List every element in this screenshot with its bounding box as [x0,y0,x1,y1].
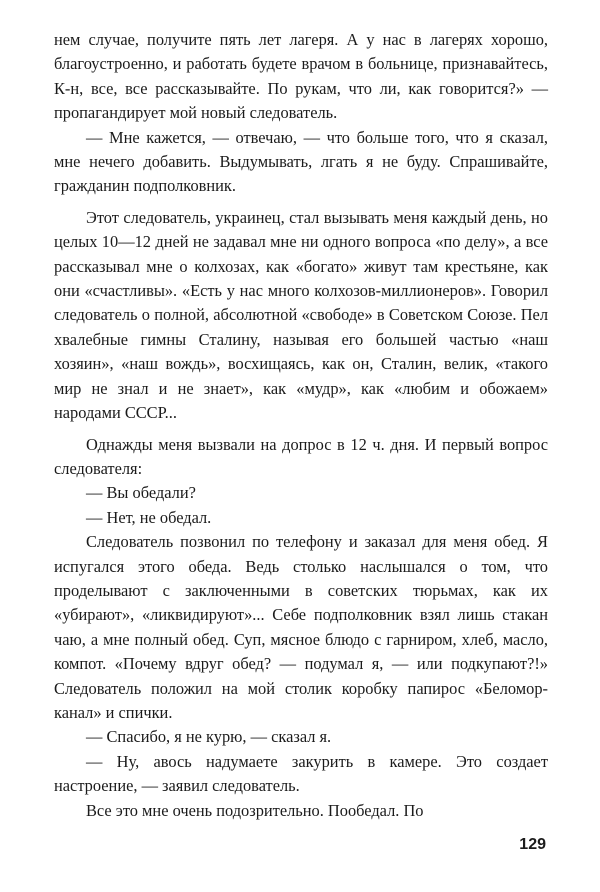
paragraph-5: — Вы обедали? [86,483,196,503]
body-text [54,28,548,823]
paragraph-7: Следователь позвонил по телефону и заказал для меня обед. Я испугался этого обеда. Ведь столько наслышался о том, что проделывают с заключенными в советских тюрьмах, как их «убирают», «ликвидируют»... Себе подполковник взял лишь стакан чаю, а мне полный обед. Суп, мясное блюдо с гарниром, хлеб, масло, компот. «Почему вдруг обед? — подумал я, — или подкупают?!» Следователь положил на мой столик коробку папирос «Беломор-канал» и спички. [54,532,548,722]
paragraph-4: Однажды меня вызвали на допрос в 12 ч. дня. И первый вопрос следователя: [54,434,548,478]
paragraph-8: — Спасибо, я не курю, — сказал я. [86,727,332,747]
paragraph-6: — Нет, не обедал. [86,507,212,527]
paragraph-1: нем случае, получите пять лет лагеря. А у нас в лагерях хорошо, благоустроенно, и работать будете врачом в больнице, признавайтесь, К-н, все, все рассказывайте. По рукам, что ли, как говорится?» — пропагандирует мой новый следователь. [54,30,548,123]
paragraph-9: — Ну, авось надумаете закурить в камере. Это создает настроение, — заявил следователь. [54,751,548,796]
paragraph-10: Все это мне очень подозрительно. Пообедал. По [86,800,424,820]
page-number: 129 [519,836,546,853]
paragraph-2: — Мне кажется, — отвечаю, — что больше того, что я сказал, мне нечего добавить. Выдумывать, лгать я не буду. Спрашивайте, гражданин подполковник. [54,127,548,196]
paragraph-3: Этот следователь, украинец, стал вызывать меня каждый день, но целых 10—12 дней не задавал мне ни одного вопроса «по делу», а все рассказывал мне о колхозах, как «богато» живут там крестьяне, как они «счастливы». «Есть у нас много колхозов-миллионеров». Говорил следователь о полной, абсолютной «свободе» в Советском Союзе. Пел хвалебные гимны Сталину, называя его большей частью «наш хозяин», «наш вождь», восхищаясь, как он, Сталин, велик, «такого мир не знал и не знает», как «мудр», как «любим и обожаем» народами СССР... [54,207,548,423]
